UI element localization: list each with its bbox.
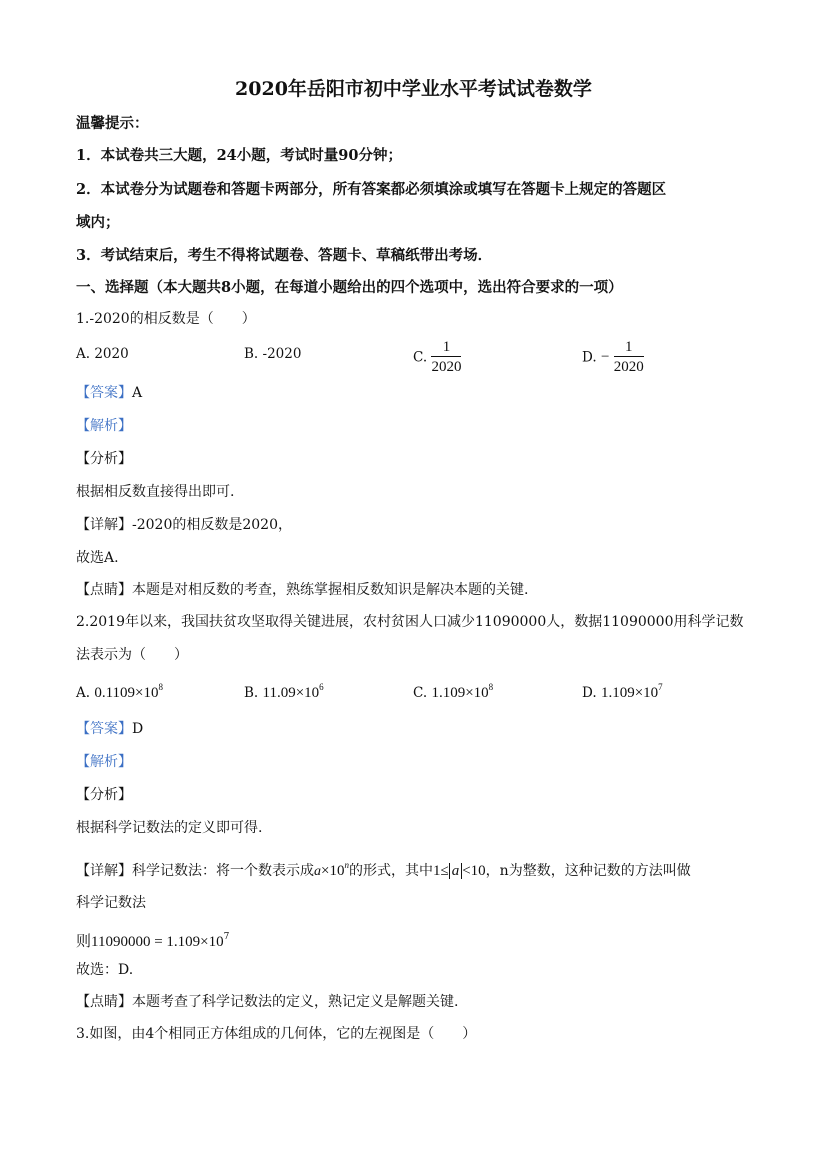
base: 11.09×10 xyxy=(262,685,320,701)
choose-text: 故选A. xyxy=(76,550,119,566)
option-value xyxy=(431,682,494,701)
comment-text: 【点睛】本题是对相反数的考查，熟练掌握相反数知识是解决本题的关键. xyxy=(76,582,529,598)
times-ten: ×10 xyxy=(321,863,345,879)
ineq-left: 1≤ xyxy=(432,863,449,879)
answer-line xyxy=(76,719,143,739)
fenxi-tag: 【分析】 xyxy=(76,787,132,803)
choose-text: 故选：D. xyxy=(76,962,134,978)
abs-a: a xyxy=(449,863,463,879)
fenxi-tag: 【分析】 xyxy=(76,451,132,467)
option-label: B. xyxy=(244,685,259,701)
option-b xyxy=(244,682,324,702)
ineq-right: <10 xyxy=(462,863,486,879)
option-value xyxy=(600,682,663,701)
option-label: A. xyxy=(76,685,91,701)
option-c xyxy=(413,682,493,702)
exponent-n: n xyxy=(344,860,349,870)
numerator: 1 xyxy=(624,339,633,355)
var-a: a xyxy=(314,864,321,879)
answer-line xyxy=(76,383,142,403)
minus-sign: − xyxy=(600,349,610,365)
option-value xyxy=(262,682,324,701)
fenxi-text: 根据相反数直接得出即可. xyxy=(76,484,235,500)
base: 1.109×10 xyxy=(600,685,659,701)
question-stem: 法表示为（ ） xyxy=(76,647,188,663)
calc-line xyxy=(76,927,229,952)
question-stem: 1.-2020的相反数是（ ） xyxy=(76,311,256,327)
denominator: 2020 xyxy=(431,359,462,375)
answer-tag: 【答案】 xyxy=(76,721,132,737)
page-title: 2020年岳阳市初中学业水平考试试卷数学 xyxy=(235,78,592,100)
base: 1.109×10 xyxy=(431,685,489,701)
option-d xyxy=(582,338,644,377)
option-d xyxy=(582,682,663,702)
option-value xyxy=(94,682,163,701)
exponent: 8 xyxy=(488,682,494,692)
fenxi-text: 根据科学记数法的定义即可得. xyxy=(76,820,263,836)
answer-value: A xyxy=(132,385,143,401)
option-b: B. -2020 xyxy=(244,346,302,362)
detail-text xyxy=(76,855,691,882)
tip-item: 1．本试卷共三大题，24小题，考试时量90分钟； xyxy=(76,147,402,164)
calc-text: 则11090000 = 1.109×10 xyxy=(76,934,224,950)
option-a: A. 2020 xyxy=(76,346,129,362)
question-stem: 2.2019年以来，我国扶贫攻坚取得关键进展，农村贫困人口减少11090000人，数据11090000用科学记数 xyxy=(76,614,744,630)
fraction xyxy=(431,338,461,377)
option-label: D. xyxy=(582,349,597,366)
base: 0.1109×10 xyxy=(94,685,159,701)
option-label: C. xyxy=(413,685,428,701)
detail-mid: 的形式，其中 xyxy=(348,863,433,879)
comment-text: 【点睛】本题考查了科学记数法的定义，熟记定义是解题关键. xyxy=(76,994,459,1010)
answer-value: D xyxy=(132,721,144,737)
exponent: 6 xyxy=(319,682,324,692)
denominator: 2020 xyxy=(613,359,644,375)
tips-heading: 温馨提示： xyxy=(76,115,149,132)
answer-tag: 【答案】 xyxy=(76,385,132,401)
analysis-tag: 【解析】 xyxy=(76,754,132,770)
option-c xyxy=(413,338,461,377)
detail-text: 科学记数法 xyxy=(76,895,146,911)
option-label: D. xyxy=(582,685,597,701)
option-a xyxy=(76,682,163,702)
detail-text: 【详解】-2020的相反数是2020， xyxy=(76,517,292,533)
numerator: 1 xyxy=(442,339,451,355)
question-stem: 3.如图，由4个相同正方体组成的几何体，它的左视图是（ ） xyxy=(76,1026,477,1042)
tip-item: 2．本试卷分为试题卷和答题卡两部分，所有答案都必须填涂或填写在答题卡上规定的答题区 xyxy=(76,181,667,198)
detail-suffix: ，n为整数，这种记数的方法叫做 xyxy=(485,863,691,879)
option-label: C. xyxy=(413,349,428,366)
exponent: 7 xyxy=(658,682,663,692)
exponent: 8 xyxy=(158,682,163,692)
tip-item: 域内； xyxy=(76,214,120,231)
tip-item: 3．考试结束后，考生不得将试题卷、答题卡、草稿纸带出考场． xyxy=(76,247,493,264)
detail-prefix: 【详解】科学记数法：将一个数表示成 xyxy=(76,863,314,879)
section-heading: 一、选择题（本大题共8小题，在每道小题给出的四个选项中，选出符合要求的一项） xyxy=(76,279,623,296)
analysis-tag: 【解析】 xyxy=(76,418,132,434)
exponent: 7 xyxy=(223,932,230,942)
fraction xyxy=(614,338,644,377)
